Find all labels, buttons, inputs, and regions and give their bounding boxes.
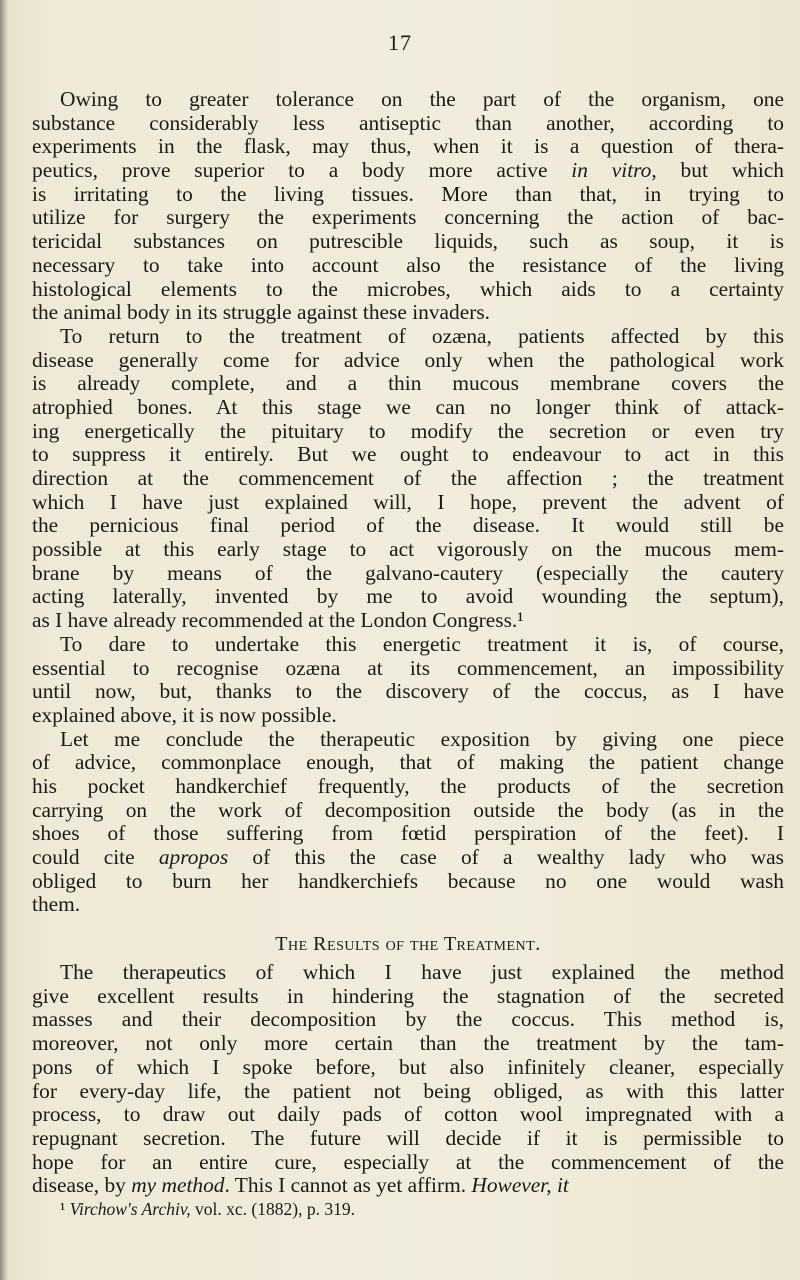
page-number: 17 bbox=[388, 30, 412, 55]
footnote-citation: Virchow's Archiv, bbox=[69, 1198, 191, 1219]
text-line: necessary to take into account also the resistance of the living bbox=[32, 252, 784, 277]
text-line: utilize for surgery the experiments concerning the action of bac- bbox=[32, 205, 784, 230]
text-line: peutics, prove superior to a body more active in vitro, but which bbox=[32, 158, 784, 183]
text-line: essential to recognise ozæna at its commencement, an impossibility bbox=[32, 655, 784, 680]
text-line: the animal body in its struggle against these invaders. bbox=[32, 300, 491, 325]
text-line: The therapeutics of which I have just explained the method bbox=[60, 960, 784, 985]
footnote bbox=[32, 1198, 784, 1220]
text-line: tericidal substances on putrescible liquids, such as soup, it is bbox=[32, 229, 784, 254]
text-line: to suppress it entirely. But we ought to endeavour to act in this bbox=[32, 442, 784, 467]
text-line: Let me conclude the therapeutic exposition by giving one piece bbox=[60, 726, 784, 751]
text-line: ing energetically the pituitary to modify the secretion or even try bbox=[32, 418, 784, 443]
text-line: until now, but, thanks to the discovery of the coccus, as I have bbox=[32, 679, 784, 704]
paragraphs-before-heading bbox=[32, 88, 784, 917]
text-line: which I have just explained will, I hope, prevent the advent of bbox=[32, 489, 784, 514]
text-line: is irritating to the living tissues. More than that, in trying to bbox=[32, 181, 784, 206]
text-line: histological elements to the microbes, which aids to a certainty bbox=[32, 276, 784, 301]
text-line: could cite apropos of this the case of a wealthy lady who was bbox=[32, 845, 784, 869]
text-line: substance considerably less antiseptic than another, according to bbox=[32, 110, 784, 135]
body-text bbox=[32, 88, 784, 1220]
text-line: give excellent results in hindering the stagnation of the secreted bbox=[32, 983, 784, 1008]
text-line: atrophied bones. At this stage we can no longer think of attack- bbox=[32, 394, 784, 419]
text-line: acting laterally, invented by me to avoid wounding the septum), bbox=[32, 584, 784, 609]
text-line: moreover, not only more certain than the treatment by the tam- bbox=[32, 1031, 784, 1056]
text-line: experiments in the flask, may thus, when it is a question of thera- bbox=[32, 134, 784, 159]
text-line: for every-day life, the patient not being obliged, as with this latter bbox=[32, 1078, 784, 1103]
text-line: To return to the treatment of ozæna, patients affected by this bbox=[60, 323, 784, 348]
page-binding-edge bbox=[0, 0, 8, 1280]
paragraphs-after-heading bbox=[32, 961, 784, 1198]
text-line: process, to draw out daily pads of cotton wool impregnated with a bbox=[32, 1102, 784, 1127]
text-line: obliged to burn her handkerchiefs because no one would wash bbox=[32, 868, 784, 893]
text-line: shoes of those suffering from fœtid perspiration of the feet). I bbox=[32, 821, 784, 846]
text-line: is already complete, and a thin mucous membrane covers the bbox=[32, 371, 784, 396]
footnote-reference: vol. xc. (1882), p. 319. bbox=[195, 1198, 355, 1219]
text-line: direction at the commencement of the affection ; the treatment bbox=[32, 466, 784, 490]
text-line: disease, by my method. This I cannot as yet affirm. However, it bbox=[32, 1173, 569, 1198]
text-line: his pocket handkerchief frequently, the products of the secretion bbox=[32, 773, 784, 798]
text-line: hope for an entire cure, especially at the commencement of the bbox=[32, 1149, 784, 1174]
text-line: of advice, commonplace enough, that of making the patient change bbox=[32, 750, 784, 775]
text-line: as I have already recommended at the London Congress.¹ bbox=[32, 608, 524, 633]
text-line: To dare to undertake this energetic treatment it is, of course, bbox=[60, 631, 784, 656]
text-line: masses and their decomposition by the coccus. This method is, bbox=[32, 1007, 784, 1032]
text-line: Owing to greater tolerance on the part of the organism, one bbox=[60, 87, 784, 111]
text-line: carrying on the work of decomposition outside the body (as in the bbox=[32, 797, 784, 822]
text-line: possible at this early stage to act vigorously on the mucous mem- bbox=[32, 537, 784, 562]
text-line: brane by means of the galvano-cautery (especially the cautery bbox=[32, 560, 784, 585]
text-line: them. bbox=[32, 892, 81, 917]
text-line: pons of which I spoke before, but also infinitely cleaner, especially bbox=[32, 1054, 784, 1079]
text-line: disease generally come for advice only when the pathological work bbox=[32, 347, 784, 372]
section-heading: The Results of the Treatment. bbox=[275, 933, 541, 956]
footnote-marker: ¹ bbox=[60, 1198, 66, 1219]
text-line: the pernicious final period of the disease. It would still be bbox=[32, 513, 784, 538]
text-line: repugnant secretion. The future will decide if it is permissible to bbox=[32, 1125, 784, 1150]
text-line: explained above, it is now possible. bbox=[32, 702, 337, 727]
